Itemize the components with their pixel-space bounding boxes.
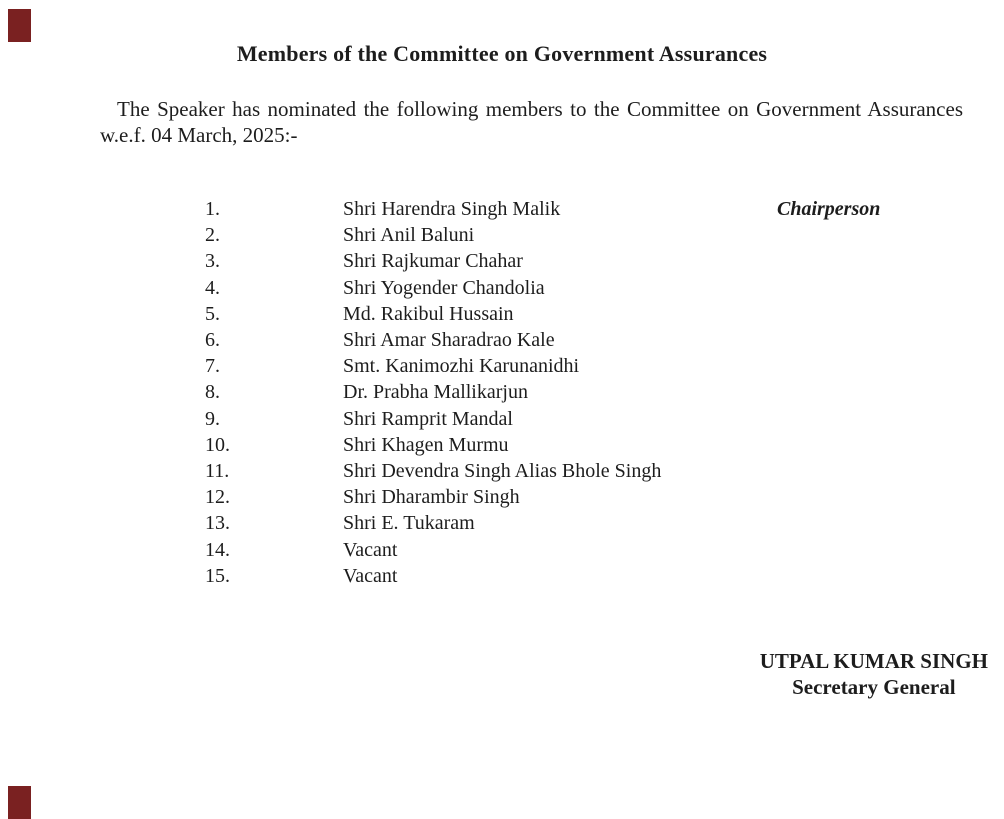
member-row	[205, 379, 661, 405]
member-number: 6.	[205, 329, 220, 352]
member-row	[205, 458, 661, 484]
member-name: Shri Harendra Singh Malik	[343, 198, 561, 220]
member-row	[205, 563, 661, 589]
member-name: Shri Khagen Murmu	[343, 433, 509, 456]
intro-line-2: w.e.f. 04 March, 2025:-	[100, 123, 298, 147]
members-list	[205, 196, 881, 589]
member-row	[205, 327, 661, 353]
member-number: 13.	[205, 512, 230, 535]
member-name: Vacant	[343, 538, 398, 561]
member-name: Shri Rajkumar Chahar	[343, 250, 523, 273]
member-name: Shri Devendra Singh Alias Bhole Singh	[343, 460, 662, 483]
member-name: Shri Yogender Chandolia	[343, 276, 545, 299]
member-name: Shri E. Tukaram	[343, 512, 475, 535]
member-row	[205, 432, 661, 458]
member-name: Shri Dharambir Singh	[343, 486, 520, 509]
member-row	[205, 196, 881, 222]
member-row	[205, 222, 661, 248]
member-name: Smt. Kanimozhi Karunanidhi	[343, 355, 580, 378]
member-number: 1.	[205, 198, 220, 220]
member-number: 7.	[205, 355, 220, 378]
member-row	[205, 484, 661, 510]
intro-line-1: The Speaker has nominated the following members to the Committee on Government Assurances	[117, 97, 963, 121]
member-number: 8.	[205, 381, 220, 404]
page-edge-mark-top	[8, 9, 31, 42]
member-name: Md. Rakibul Hussain	[343, 302, 514, 325]
member-row	[205, 353, 661, 379]
member-number: 15.	[205, 564, 230, 587]
signatory-name: UTPAL KUMAR SINGH	[759, 649, 988, 673]
member-number: 14.	[205, 538, 230, 561]
member-number: 11.	[205, 460, 230, 483]
page-edge-mark-bottom	[8, 786, 31, 819]
member-number: 5.	[205, 302, 220, 325]
member-number: 3.	[205, 250, 220, 273]
member-number: 4.	[205, 276, 220, 299]
member-name: Dr. Prabha Mallikarjun	[343, 381, 528, 404]
member-name: Shri Anil Baluni	[343, 224, 475, 247]
signatory-designation: Secretary General	[792, 675, 956, 699]
signature-block	[760, 648, 988, 700]
member-number: 10.	[205, 433, 230, 456]
member-name: Shri Amar Sharadrao Kale	[343, 329, 555, 352]
member-number: 2.	[205, 224, 220, 247]
member-name: Shri Ramprit Mandal	[343, 407, 513, 430]
member-number: 12.	[205, 486, 230, 509]
intro-paragraph	[100, 96, 963, 148]
member-row	[205, 248, 661, 274]
member-row	[205, 275, 661, 301]
member-row	[205, 510, 661, 536]
page-title: Members of the Committee on Government Assurances	[236, 41, 768, 66]
member-name: Vacant	[343, 564, 398, 587]
member-row	[205, 537, 661, 563]
member-row	[205, 406, 661, 432]
member-number: 9.	[205, 407, 220, 430]
member-role: Chairperson	[777, 198, 881, 220]
member-row	[205, 301, 661, 327]
